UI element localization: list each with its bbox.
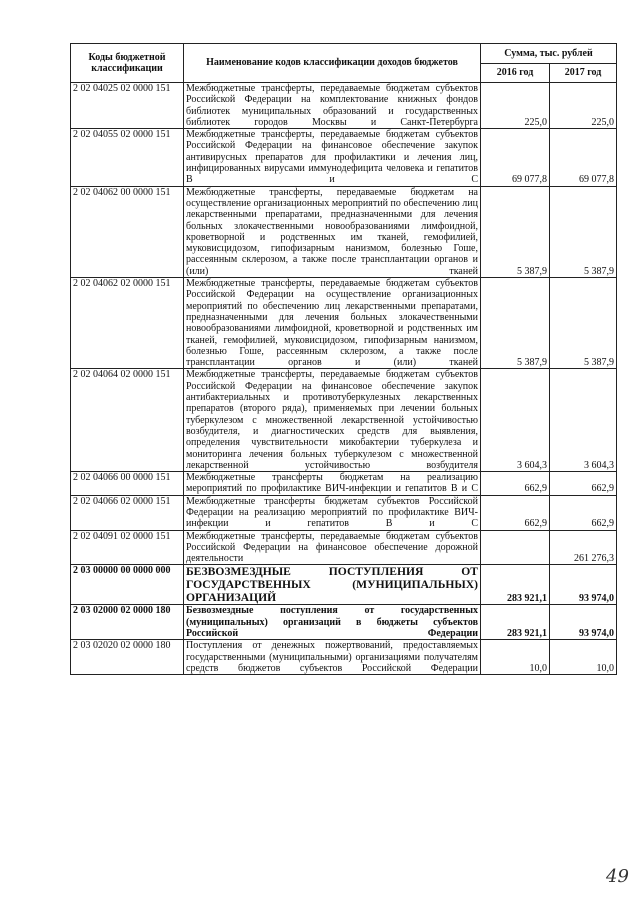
- cell-sum-2016: 662,9: [481, 495, 550, 530]
- cell-sum-2017: 261 276,3: [550, 530, 617, 565]
- header-code: Коды бюджетной классификации: [71, 44, 184, 83]
- cell-sum-2017: 225,0: [550, 83, 617, 129]
- table-row: [71, 495, 617, 530]
- table-row: [71, 565, 617, 605]
- cell-sum-2017: 5 387,9: [550, 278, 617, 369]
- cell-sum-2016: 5 387,9: [481, 278, 550, 369]
- cell-name: Межбюджетные трансферты, передаваемые бюджетам субъектов Российской Федерации на осуществление организационных мероприятий по обеспечению лиц лекарственными препаратами, предназначенными для лечения больных злокачественными новообразованиями лимфоидной, кроветворной и родственных им тканей, гемофилией, муковисцидозом, гипофизарным нанизмом, болезнью Гоше, рассеянным склерозом, а также после трансплантации органов и (или) тканей: [184, 278, 481, 369]
- cell-sum-2016: 3 604,3: [481, 369, 550, 472]
- cell-code: 2 02 04055 02 0000 151: [71, 129, 184, 186]
- cell-name: Межбюджетные трансферты, передаваемые бюджетам субъектов Российской Федерации на финансовое обеспечение закупок антивирусных препаратов для профилактики и лечения лиц, инфицированных вирусами иммунодефицита человека и гепатитов B и C: [184, 129, 481, 186]
- cell-name: Межбюджетные трансферты бюджетам на реализацию мероприятий по профилактике ВИЧ-инфекции и гепатитов B и C: [184, 472, 481, 496]
- table-row: [71, 472, 617, 496]
- cell-name: Межбюджетные трансферты, передаваемые бюджетам на осуществление организационных мероприятий по обеспечению лиц лекарственными препаратами, предназначенными для лечения больных злокачественными новообразованиями лимфоидной, кроветворной и родственных им тканей, гемофилией, муковисцидозом, гипофизарным нанизмом, болезнью Гоше, рассеянным склерозом, а также после трансплантации органов и (или) тканей: [184, 186, 481, 277]
- cell-code: 2 02 04062 00 0000 151: [71, 186, 184, 277]
- cell-name: Безвозмездные поступления от государственных (муниципальных) организаций в бюджеты субъектов Российской Федерации: [184, 605, 481, 640]
- table-row: [71, 369, 617, 472]
- table-row: [71, 129, 617, 186]
- cell-sum-2017: 93 974,0: [550, 565, 617, 605]
- header-sum: Сумма, тыс. рублей: [481, 44, 617, 64]
- cell-sum-2016: 283 921,1: [481, 605, 550, 640]
- cell-name: Межбюджетные трансферты, передаваемые бюджетам субъектов Российской Федерации на финансовое обеспечение дорожной деятельности: [184, 530, 481, 565]
- cell-sum-2016: 225,0: [481, 83, 550, 129]
- header-name: Наименование кодов классификации доходов бюджетов: [184, 44, 481, 83]
- cell-code: 2 03 02000 02 0000 180: [71, 605, 184, 640]
- cell-name: БЕЗВОЗМЕЗДНЫЕ ПОСТУПЛЕНИЯ ОТ ГОСУДАРСТВЕННЫХ (МУНИЦИПАЛЬНЫХ) ОРГАНИЗАЦИЙ: [184, 565, 481, 605]
- cell-sum-2017: 662,9: [550, 495, 617, 530]
- budget-revenue-table: [70, 43, 617, 675]
- cell-name: Межбюджетные трансферты, передаваемые бюджетам субъектов Российской Федерации на финансовое обеспечение закупок антибактериальных и противотуберкулезных лекарственных препаратов (второго ряда), применяемых при лечении больных туберкулезом с множественной лекарственной устойчивостью возбудителя, и диагностических средств для выявления, определения чувствительности микобактерии туберкулеза и мониторинга лечения больных туберкулезом с множественной лекарственной устойчивостью возбудителя: [184, 369, 481, 472]
- cell-code: 2 03 02020 02 0000 180: [71, 640, 184, 675]
- cell-sum-2016: [481, 530, 550, 565]
- cell-sum-2017: 69 077,8: [550, 129, 617, 186]
- cell-sum-2017: 93 974,0: [550, 605, 617, 640]
- cell-sum-2017: 662,9: [550, 472, 617, 496]
- cell-sum-2017: 5 387,9: [550, 186, 617, 277]
- table-row: [71, 83, 617, 129]
- cell-code: 2 02 04064 02 0000 151: [71, 369, 184, 472]
- cell-code: 2 03 00000 00 0000 000: [71, 565, 184, 605]
- cell-code: 2 02 04025 02 0000 151: [71, 83, 184, 129]
- cell-sum-2017: 3 604,3: [550, 369, 617, 472]
- table-row: [71, 640, 617, 675]
- cell-code: 2 02 04091 02 0000 151: [71, 530, 184, 565]
- cell-sum-2017: 10,0: [550, 640, 617, 675]
- cell-sum-2016: 5 387,9: [481, 186, 550, 277]
- table-row: [71, 530, 617, 565]
- table-row: [71, 186, 617, 277]
- table-row: [71, 278, 617, 369]
- cell-name: Поступления от денежных пожертвований, предоставляемых государственными (муниципальными) организациями получателям средств бюджетов субъектов Российской Федерации: [184, 640, 481, 675]
- cell-name: Межбюджетные трансферты, передаваемые бюджетам субъектов Российской Федерации на комплектование книжных фондов библиотек муниципальных образований и государственных библиотек городов Москвы и Санкт-Петербурга: [184, 83, 481, 129]
- page-number: 49: [606, 866, 629, 887]
- cell-sum-2016: 283 921,1: [481, 565, 550, 605]
- cell-sum-2016: 69 077,8: [481, 129, 550, 186]
- cell-code: 2 02 04066 02 0000 151: [71, 495, 184, 530]
- header-year-2016: 2016 год: [481, 64, 550, 83]
- cell-name: Межбюджетные трансферты бюджетам субъектов Российской Федерации на реализацию мероприятий по профилактике ВИЧ-инфекции и гепатитов B и C: [184, 495, 481, 530]
- cell-code: 2 02 04066 00 0000 151: [71, 472, 184, 496]
- cell-sum-2016: 10,0: [481, 640, 550, 675]
- cell-code: 2 02 04062 02 0000 151: [71, 278, 184, 369]
- table-row: [71, 605, 617, 640]
- cell-sum-2016: 662,9: [481, 472, 550, 496]
- header-year-2017: 2017 год: [550, 64, 617, 83]
